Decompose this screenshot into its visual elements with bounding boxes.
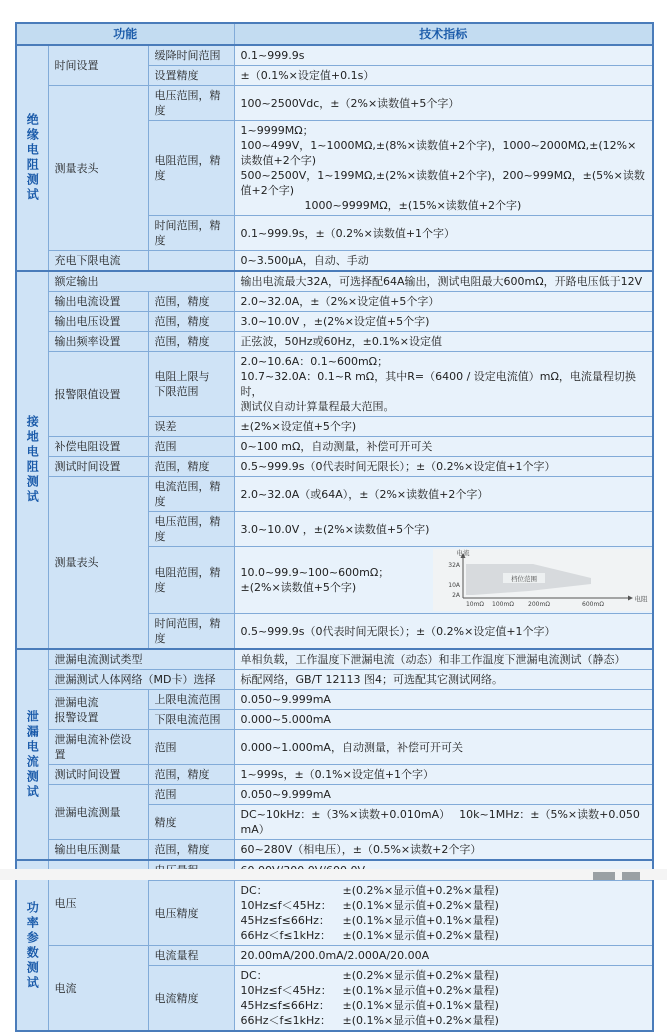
func-line: 泄漏电流 (54, 695, 99, 709)
table-row (16, 332, 653, 352)
spec-cell: 3.0~10.0V ，±(2%×设定值+5个字) (234, 312, 653, 332)
func-cell: 补偿电阻设置 (48, 437, 148, 457)
cutoff-thumbnail (622, 872, 640, 880)
sub-cell: 电流量程 (148, 946, 234, 966)
spec-cell: 2.0~32.0A（或64A），±（2%×读数值+2个字） (234, 477, 653, 512)
spec-cell: 0~100 mΩ，自动测量，补偿可开可关 (234, 437, 653, 457)
spec-cell: ±(2%×设定值+5个字) (234, 417, 653, 437)
spec-cell: 0.5~999.9s（0代表时间无限长）；±（0.2%×设定值+1个字） (234, 614, 653, 650)
spec-cell: 3.0~10.0V ，±(2%×读数值+5个字) (234, 512, 653, 547)
func-cell: 输出电压测量 (48, 840, 148, 861)
cutoff-thumbnail (593, 872, 615, 880)
table-row (16, 730, 653, 765)
sub-cell: 范围，精度 (148, 457, 234, 477)
section-label-insulation: 绝缘电阻测试 (16, 45, 48, 271)
spec-cell (234, 121, 653, 216)
table-row (16, 457, 653, 477)
spec-line: 45Hz≤f≤66Hz： ±(0.1%×显示值+0.1%×量程) (240, 999, 499, 1012)
chart-side-text (241, 565, 427, 595)
spec-line: 66Hz＜f≤1kHz： ±(0.1%×显示值+0.2%×量程) (240, 1014, 499, 1027)
sub-cell: 电压范围，精度 (148, 512, 234, 547)
table-row (16, 946, 653, 966)
sub-cell: 电压范围，精度 (148, 86, 234, 121)
header-spec: 技术指标 (234, 23, 653, 45)
spec-cell: 0.000~1.000mA，自动测量，补偿可开可关 (234, 730, 653, 765)
page-bottom-strip (0, 869, 667, 880)
chart-x-tick: 600mΩ (581, 601, 604, 608)
func-cell: 充电下限电流 (48, 251, 148, 272)
table-row (16, 785, 653, 805)
sub-cell (148, 352, 234, 417)
spec-cell: 20.00mA/200.0mA/2.000A/20.00A (234, 946, 653, 966)
func-cell: 泄漏电流测量 (48, 785, 148, 840)
chart-region-label: 档位范围 (510, 575, 537, 583)
range-chart (433, 549, 651, 611)
spec-line: 500~2500V，1~199MΩ,±(2%×读数值+2个字)，200~999MΩ，±(5%×读数值+2个字) (240, 169, 645, 197)
sub-cell: 范围 (148, 785, 234, 805)
section-label-power: 功率参数测试 (16, 860, 48, 1031)
chart-x-tick: 200mΩ (527, 601, 550, 608)
func-line: 报警设置 (54, 710, 99, 724)
func-cell: 电流 (48, 946, 148, 1032)
spec-cell: 60~280V（相电压），±（0.5%×读数+2个字） (234, 840, 653, 861)
spec-cell: 输出电流最大32A，可选择配64A输出，测试电阻最大600mΩ，开路电压低于12V (234, 271, 653, 292)
spec-line: ±(2%×读数值+5个字) (240, 581, 357, 594)
spec-cell: 0.1~999.9s，±（0.2%×读数值+1个字） (234, 216, 653, 251)
sub-cell: 上限电流范围 (148, 690, 234, 710)
chart-y-axis-label: 电流 (456, 549, 470, 557)
spec-cell: 1~999s，±（0.1%×设定值+1个字） (234, 765, 653, 785)
sub-cell: 范围，精度 (148, 292, 234, 312)
func-cell: 输出电流设置 (48, 292, 148, 312)
spec-cell: 0.5~999.9s（0代表时间无限长）；±（0.2%×设定值+1个字） (234, 457, 653, 477)
sub-cell: 范围，精度 (148, 332, 234, 352)
spec-cell: 0.1~999.9s (234, 45, 653, 66)
spec-cell: ±（0.1%×设定值+0.1s） (234, 66, 653, 86)
sub-cell: 范围，精度 (148, 840, 234, 861)
func-cell: 泄漏电流补偿设置 (48, 730, 148, 765)
table-row (16, 251, 653, 272)
table-row (16, 45, 653, 66)
table-row (16, 840, 653, 861)
spec-cell (234, 881, 653, 946)
spec-line: DC： ±(0.2%×显示值+0.2%×量程) (240, 969, 499, 982)
sub-cell: 电阻范围，精度 (148, 121, 234, 216)
spec-line: 10.0~99.9~100~600mΩ； (240, 566, 390, 579)
spec-cell: 0~3.500μA，自动、手动 (234, 251, 653, 272)
spec-cell: 100~2500Vdc，±（2%×读数值+5个字） (234, 86, 653, 121)
chart-x-axis-label: 电阻 (634, 595, 648, 603)
table-row (16, 690, 653, 710)
spec-line: DC： ±(0.2%×显示值+0.2%×量程) (240, 884, 499, 897)
sub-cell: 设置精度 (148, 66, 234, 86)
spec-cell (234, 352, 653, 417)
table-row (16, 765, 653, 785)
spec-line: 测试仪自动计算量程最大范围。 (240, 400, 395, 413)
table-row (16, 649, 653, 670)
sub-cell: 精度 (148, 805, 234, 840)
func-cell: 测量表头 (48, 477, 148, 650)
sub-cell: 电阻范围，精度 (148, 547, 234, 614)
spec-line: 66Hz＜f≤1kHz： ±(0.1%×显示值+0.2%×量程) (240, 929, 499, 942)
spec-line: 1000~9999MΩ，±(15%×读数值+2个字) (304, 199, 522, 212)
section-label-ground: 接地电阻测试 (16, 271, 48, 649)
spec-table-wrap (15, 22, 654, 1032)
func-cell: 输出频率设置 (48, 332, 148, 352)
sub-cell-empty (148, 251, 234, 272)
spec-line: 45Hz≤f≤66Hz： ±(0.1%×显示值+0.1%×量程) (240, 914, 499, 927)
chart-x-tick: 100mΩ (491, 601, 514, 608)
table-row (16, 312, 653, 332)
func-cell: 时间设置 (48, 45, 148, 86)
sub-cell: 时间范围，精度 (148, 216, 234, 251)
table-row (16, 86, 653, 121)
spec-cell: 0.000~5.000mA (234, 710, 653, 730)
table-row (16, 292, 653, 312)
func-cell: 测试时间设置 (48, 765, 148, 785)
header-function: 功能 (16, 23, 234, 45)
spec-line: 10Hz≤f＜45Hz： ±(0.1%×显示值+0.2%×量程) (240, 899, 499, 912)
sub-cell: 误差 (148, 417, 234, 437)
table-row (16, 437, 653, 457)
spec-cell (234, 966, 653, 1032)
func-cell: 测量表头 (48, 86, 148, 251)
spec-line: 2.0~10.6A：0.1~600mΩ； (240, 355, 389, 368)
func-cell: 泄漏测试人体网络（MD卡）选择 (48, 670, 234, 690)
spec-cell: 标配网络，GB/T 12113 图4；可选配其它测试网络。 (234, 670, 653, 690)
func-cell (48, 690, 148, 730)
sub-cell: 电流精度 (148, 966, 234, 1032)
spec-cell-with-chart (234, 547, 653, 614)
sub-cell: 范围，精度 (148, 765, 234, 785)
header-row (16, 23, 653, 45)
table-row (16, 352, 653, 417)
sub-cell: 下限电流范围 (148, 710, 234, 730)
sub-cell: 范围 (148, 730, 234, 765)
func-cell: 泄漏电流测试类型 (48, 649, 234, 670)
spec-cell: 0.050~9.999mA (234, 785, 653, 805)
spec-table (15, 22, 654, 1032)
func-cell: 报警限值设置 (48, 352, 148, 437)
spec-line: 10Hz≤f＜45Hz： ±(0.1%×显示值+0.2%×量程) (240, 984, 499, 997)
spec-line: 1~9999MΩ； (240, 124, 314, 137)
spec-cell: 单相负载，工作温度下泄漏电流（动态）和非工作温度下泄漏电流测试（静态） (234, 649, 653, 670)
chart-y-tick: 32A (447, 562, 460, 569)
section-label-leakage: 泄漏电流测试 (16, 649, 48, 860)
func-cell: 电压 (48, 860, 148, 946)
func-cell: 输出电压设置 (48, 312, 148, 332)
spec-cell: DC~10kHz：±（3%×读数+0.010mA） 10k~1MHz：±（5%×读数+0.050mA） (234, 805, 653, 840)
sub-line: 下限范围 (154, 385, 199, 398)
table-row (16, 477, 653, 512)
spec-cell: 正弦波，50Hz或60Hz，±0.1%×设定值 (234, 332, 653, 352)
spec-line: 100~499V，1~1000MΩ,±(8%×读数值+2个字)，1000~2000MΩ,±(12%×读数值+2个字) (240, 139, 637, 167)
sub-cell: 范围，精度 (148, 312, 234, 332)
sub-cell: 电压精度 (148, 881, 234, 946)
sub-cell: 范围 (148, 437, 234, 457)
sub-cell: 缓降时间范围 (148, 45, 234, 66)
spec-cell: 0.050~9.999mA (234, 690, 653, 710)
table-row (16, 271, 653, 292)
spec-line: 10.7~32.0A：0.1~R mΩ，其中R=（6400 / 设定电流值）mΩ，电流量程切换时， (240, 370, 636, 398)
spec-cell: 2.0~32.0A，±（2%×设定值+5个字） (234, 292, 653, 312)
sub-cell: 时间范围，精度 (148, 614, 234, 650)
sub-cell: 电流范围，精度 (148, 477, 234, 512)
table-row (16, 670, 653, 690)
chart-y-tick: 10A (447, 582, 460, 589)
func-cell: 额定输出 (48, 271, 234, 292)
func-cell: 测试时间设置 (48, 457, 148, 477)
sub-line: 电阻上限与 (154, 370, 210, 383)
chart-x-tick: 10mΩ (465, 601, 484, 608)
chart-y-tick: 2A (451, 592, 460, 599)
